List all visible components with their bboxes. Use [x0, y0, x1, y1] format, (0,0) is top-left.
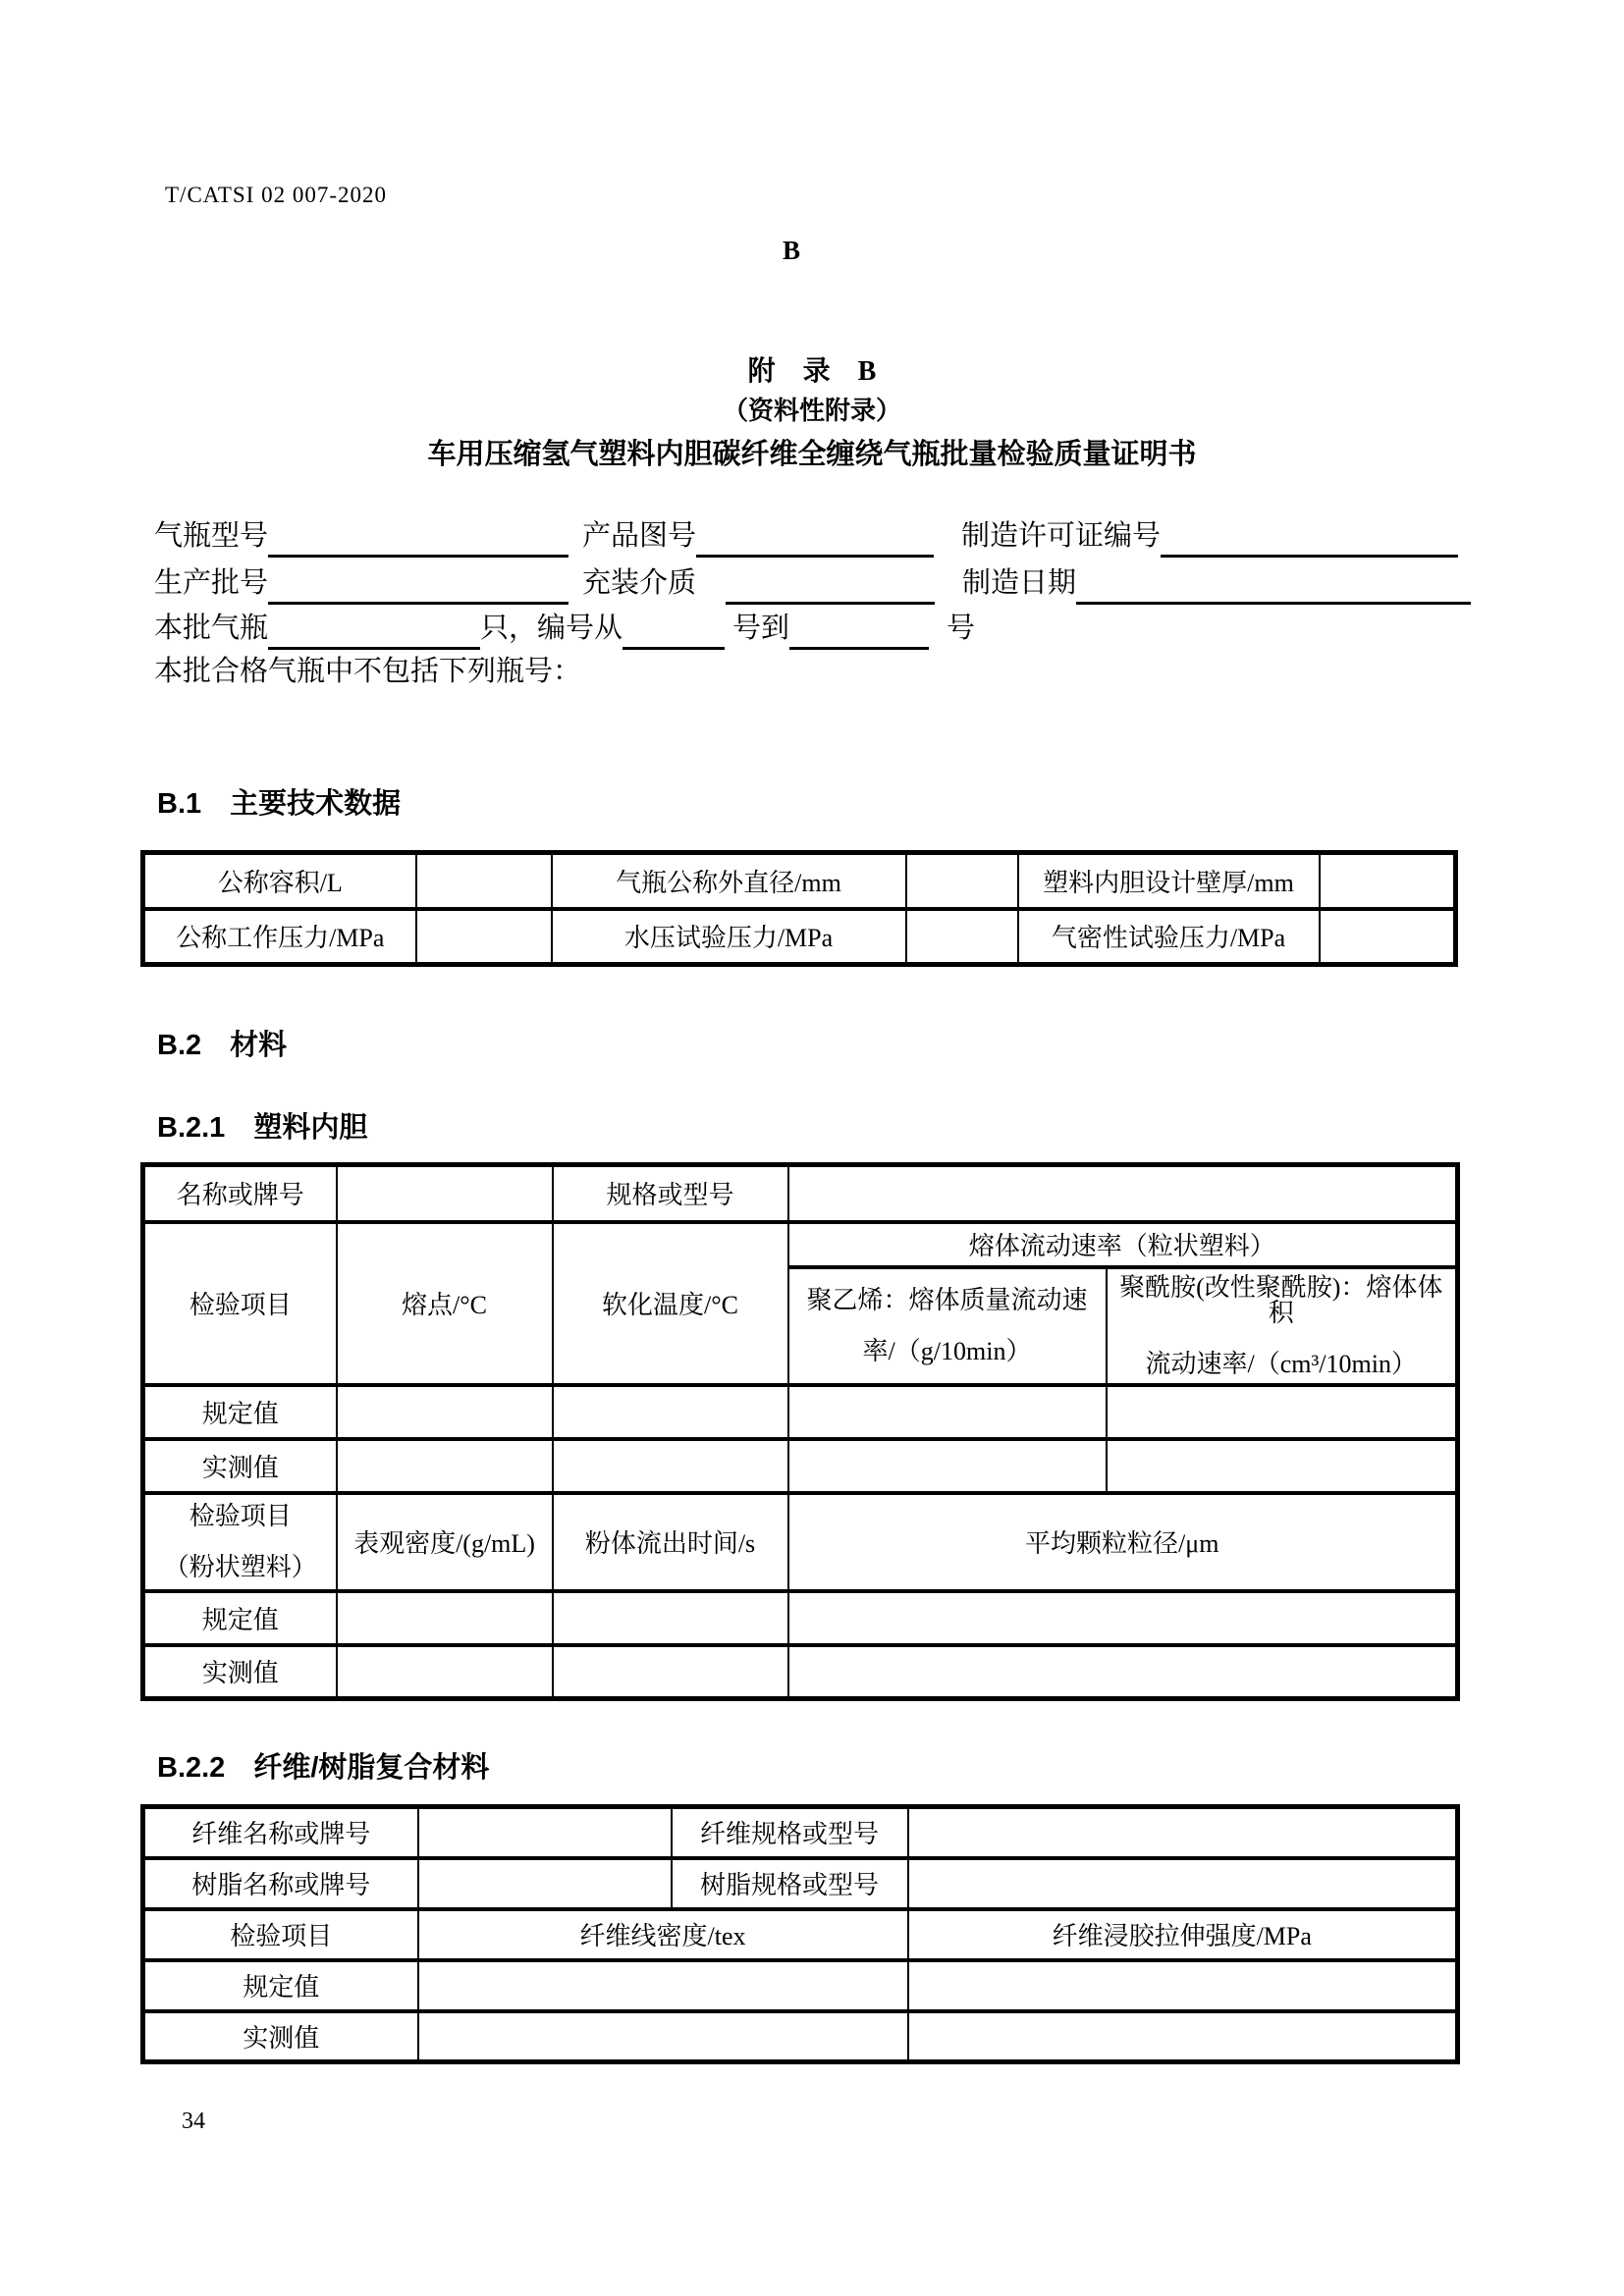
cell-blank	[788, 1439, 1107, 1493]
cell-blank	[1107, 1385, 1458, 1439]
form-row-3	[154, 607, 975, 650]
cell-blank	[1320, 909, 1456, 965]
cell-blank	[553, 1591, 788, 1645]
manufacture-date-label: 制造日期	[962, 567, 1077, 599]
table-row	[143, 1909, 1458, 1960]
cell-blank	[418, 1858, 672, 1909]
pe-line2: 率/（g/10min）	[862, 1336, 1032, 1365]
cell-flow-rate-header: 熔体流动速率（粒状塑料）	[788, 1222, 1458, 1267]
table-row	[143, 853, 1456, 909]
cell-label: 实测值	[143, 1645, 337, 1699]
cell-blank	[1107, 1439, 1458, 1493]
filling-medium-field	[726, 564, 935, 605]
section-b21-heading: B.2.1 塑料内胆	[157, 1112, 368, 1144]
b1-table	[140, 850, 1458, 967]
cell-label: 实测值	[143, 2011, 418, 2062]
table-row	[143, 1222, 1458, 1267]
cell-blank	[337, 1591, 553, 1645]
appendix-letter-mark: B	[783, 236, 801, 265]
batch-number-suffix: 号	[947, 613, 976, 644]
cell-label: 软化温度/°C	[553, 1222, 788, 1385]
cell-label: 纤维名称或牌号	[143, 1807, 418, 1858]
cell-blank	[553, 1645, 788, 1699]
excluded-note: 本批合格气瓶中不包括下列瓶号：	[154, 656, 582, 687]
serial-to-field	[789, 610, 929, 650]
manufacture-license-field	[1161, 517, 1458, 558]
table-row	[143, 1807, 1458, 1858]
batch-number-to: 号到	[732, 613, 790, 644]
form-row-4	[154, 650, 581, 693]
table-row	[143, 1645, 1458, 1699]
filling-medium-label: 充装介质	[582, 567, 697, 599]
cell-blank	[418, 2011, 908, 2062]
cell-blank	[788, 1591, 1458, 1645]
cell-blank	[788, 1165, 1458, 1222]
cell-blank	[908, 2011, 1458, 2062]
page-number: 34	[182, 2109, 205, 2134]
cell-blank	[553, 1385, 788, 1439]
cell-label: 公称容积/L	[143, 853, 416, 909]
cell-blank	[788, 1385, 1107, 1439]
cell-blank	[1320, 853, 1456, 909]
cell-blank	[337, 1385, 553, 1439]
cell-label: 平均颗粒粒径/μm	[788, 1493, 1458, 1591]
cell-label: 检验项目	[143, 1222, 337, 1385]
manufacture-license-label: 制造许可证编号	[961, 520, 1162, 552]
cell-label: 规定值	[143, 1385, 337, 1439]
product-drawing-field	[696, 517, 934, 558]
cell-label: 树脂名称或牌号	[143, 1858, 418, 1909]
cell-blank	[337, 1645, 553, 1699]
cell-label: 纤维浸胶拉伸强度/MPa	[908, 1909, 1458, 1960]
cell-blank	[418, 1807, 672, 1858]
table-row	[143, 1439, 1458, 1493]
cell-label: 名称或牌号	[143, 1165, 337, 1222]
table-row	[143, 1165, 1458, 1222]
cell-label: 树脂规格或型号	[672, 1858, 908, 1909]
cell-blank	[908, 1960, 1458, 2011]
form-row-1	[154, 514, 1458, 558]
cell-label: 检验项目	[143, 1909, 418, 1960]
b21-table	[140, 1162, 1460, 1701]
cell-blank	[553, 1439, 788, 1493]
table-row	[143, 1385, 1458, 1439]
section-b1-heading: B.1 主要技术数据	[157, 788, 402, 820]
cell-label: 气密性试验压力/MPa	[1018, 909, 1320, 965]
section-b2-heading: B.2 材料	[157, 1030, 288, 1061]
bottle-model-label: 气瓶型号	[154, 520, 269, 552]
cell-blank	[906, 909, 1018, 965]
cell-blank	[788, 1645, 1458, 1699]
pa-line2: 流动速率/（cm³/10min）	[1145, 1349, 1417, 1378]
cell-label: 表观密度/(g/mL)	[337, 1493, 553, 1591]
cell-label: 规格或型号	[553, 1165, 788, 1222]
cell-blank	[337, 1439, 553, 1493]
cell-label: 公称工作压力/MPa	[143, 909, 416, 965]
cell-label: 气瓶公称外直径/mm	[552, 853, 906, 909]
cell-label: 熔点/°C	[337, 1222, 553, 1385]
appendix-doc-title: 车用压缩氢气塑料内胆碳纤维全缠绕气瓶批量检验质量证明书	[427, 439, 1197, 470]
batch-count-prefix: 本批气瓶	[154, 613, 269, 644]
manufacture-date-field	[1076, 564, 1471, 605]
cell-blank	[418, 1960, 908, 2011]
cell-pa-flow-rate	[1107, 1267, 1458, 1385]
section-b22-heading: B.2.2 纤维/树脂复合材料	[157, 1752, 490, 1784]
cell-item-powder	[143, 1493, 337, 1591]
cell-label: 纤维线密度/tex	[418, 1909, 908, 1960]
cell-label: 粉体流出时间/s	[553, 1493, 788, 1591]
product-drawing-label: 产品图号	[582, 520, 697, 552]
standard-number: T/CATSI 02 007-2020	[165, 183, 387, 207]
b22-table	[140, 1804, 1460, 2064]
serial-from-field	[623, 610, 725, 650]
cell-blank	[416, 853, 552, 909]
cell-blank	[908, 1807, 1458, 1858]
cell-label: 塑料内胆设计壁厚/mm	[1018, 853, 1320, 909]
appendix-subtitle: （资料性附录）	[722, 397, 901, 425]
table-row	[143, 1591, 1458, 1645]
table-row	[143, 1960, 1458, 2011]
cell-label: 水压试验压力/MPa	[552, 909, 906, 965]
production-batch-field	[268, 564, 568, 605]
bottle-model-field	[268, 517, 568, 558]
cell-label: 规定值	[143, 1960, 418, 2011]
cell-blank	[416, 909, 552, 965]
cell-label: 实测值	[143, 1439, 337, 1493]
cell-blank	[908, 1858, 1458, 1909]
table-row	[143, 2011, 1458, 2062]
cell-label: 规定值	[143, 1591, 337, 1645]
batch-count-mid: 只，编号从	[480, 613, 623, 644]
item-powder-line2: （粉状塑料）	[163, 1552, 317, 1581]
pe-line1: 聚乙烯：熔体质量流动速	[806, 1285, 1088, 1314]
cell-blank	[906, 853, 1018, 909]
cell-blank	[337, 1165, 553, 1222]
table-row	[143, 1493, 1458, 1591]
cell-pe-flow-rate	[788, 1267, 1107, 1385]
appendix-title: 附 录 B	[747, 356, 877, 387]
batch-count-field	[268, 610, 480, 650]
form-row-2	[154, 561, 1471, 605]
cell-label: 纤维规格或型号	[672, 1807, 908, 1858]
production-batch-label: 生产批号	[154, 567, 269, 599]
item-powder-line1: 检验项目	[189, 1501, 292, 1530]
table-row	[143, 1858, 1458, 1909]
table-row	[143, 909, 1456, 965]
pa-line1: 聚酰胺(改性聚酰胺)：熔体体积	[1119, 1272, 1443, 1327]
